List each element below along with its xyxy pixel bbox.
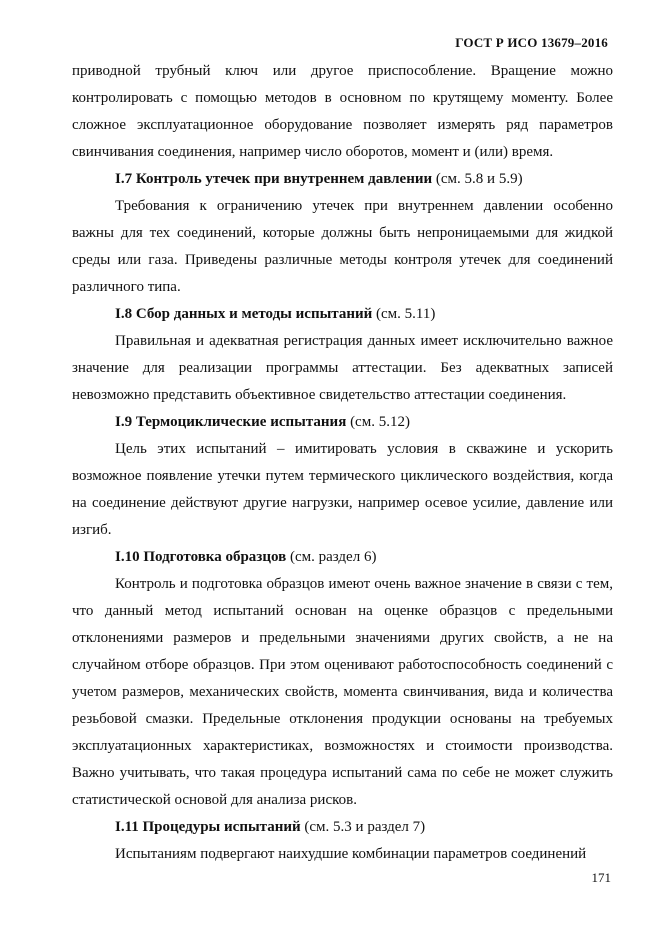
section-heading-title: I.10 Подготовка образцов — [115, 549, 287, 565]
section-heading-reference: (см. раздел 6) — [286, 549, 377, 565]
section-heading-reference: (см. 5.12) — [346, 414, 410, 430]
body-paragraph: Испытаниям подвергают наихудшие комбинации параметров соединений — [115, 846, 587, 862]
section-heading-i9 — [72, 409, 613, 436]
section-heading-reference: (см. 5.11) — [372, 306, 436, 322]
section-heading-i7 — [72, 166, 613, 193]
section-heading-i11 — [72, 814, 613, 841]
section-heading-title: I.8 Сбор данных и методы испытаний — [115, 306, 373, 322]
body-paragraph: Контроль и подготовка образцов имеют очень важное значение в связи с тем, что данный метод испытаний основан на оценке образцов с предельными отклонениями размеров и предельными значениями других свойств, а не на случайном отборе образцов. При этом оценивают работоспособность соединений с учетом размеров, механических свойств, момента свинчивания, вида и количества резьбовой смазки. Предельные отклонения продукции основаны на требуемых эксплуатационных характеристиках, возможностях и стоимости производства. Важно учитывать, что такая процедура испытаний сама по себе не может служить статистической основой для анализа рисков. — [72, 576, 613, 808]
section-heading-reference: (см. 5.8 и 5.9) — [432, 171, 523, 187]
body-paragraph: Правильная и адекватная регистрация данных имеет исключительно важное значение для реализации программы аттестации. Без адекватных записей невозможно представить объективное свидетельство аттестации соединения. — [72, 333, 613, 403]
body-paragraph: Требования к ограничению утечек при внутреннем давлении особенно важны для тех соединений, которые должны быть непроницаемыми для жидкой среды или газа. Приведены различные методы контроля утечек для соединений различного типа. — [72, 198, 613, 295]
body-paragraph: приводной трубный ключ или другое приспособление. Вращение можно контролировать с помощью методов в основном по крутящему моменту. Более сложное эксплуатационное оборудование позволяет измерять ряд параметров свинчивания соединения, например число оборотов, момент и (или) время. — [72, 63, 613, 160]
section-heading-title: I.7 Контроль утечек при внутреннем давлении — [115, 171, 433, 187]
page-number: 171 — [591, 870, 611, 885]
section-heading-i8 — [72, 301, 613, 328]
section-heading-reference: (см. 5.3 и раздел 7) — [300, 819, 426, 835]
section-heading-title: I.11 Процедуры испытаний — [115, 819, 301, 835]
section-heading-i10 — [72, 544, 613, 571]
section-heading-title: I.9 Термоциклические испытания — [115, 414, 347, 430]
body-paragraph: Цель этих испытаний – имитировать условия в скважине и ускорить возможное появление утечки путем термического циклического воздействия, когда на соединение действуют другие нагрузки, например осевое усилие, давление или изгиб. — [72, 441, 613, 538]
document-code-header: ГОСТ Р ИСО 13679–2016 — [455, 35, 608, 50]
document-body — [72, 58, 613, 868]
